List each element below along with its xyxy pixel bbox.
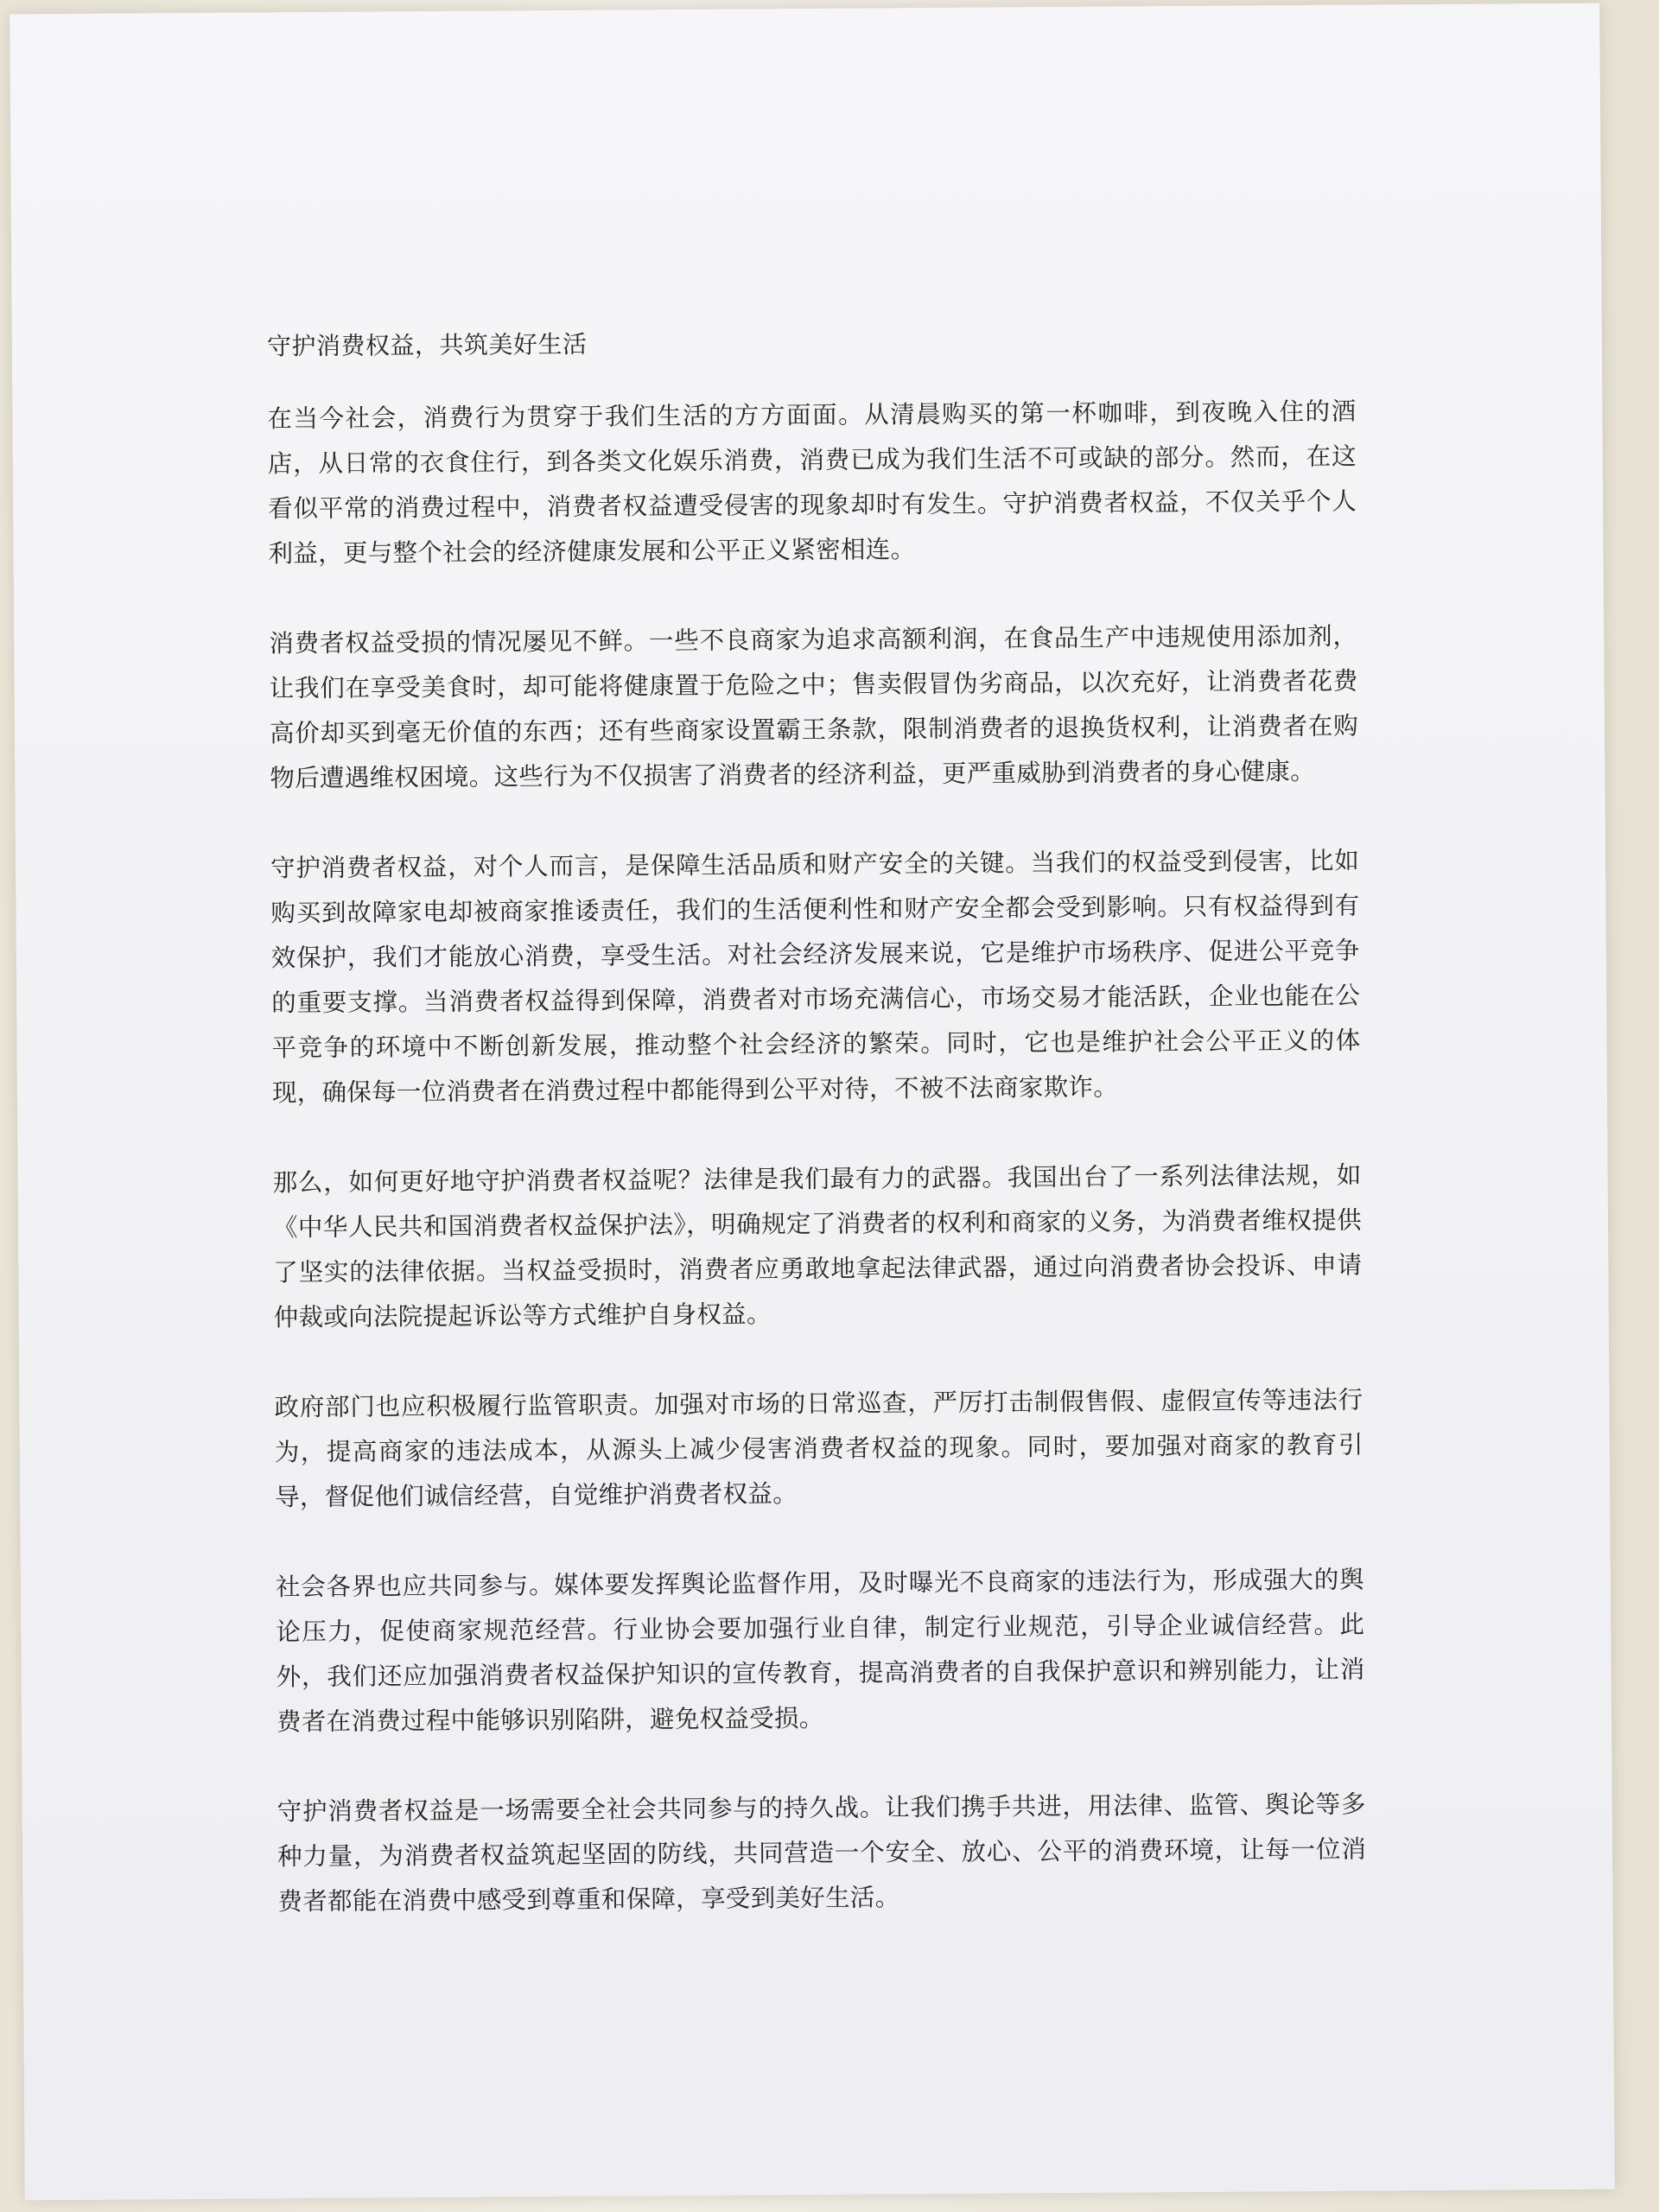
paragraph-5: 政府部门也应积极履行监管职责。加强对市场的日常巡查，严厉打击制假售假、虚假宣传等违法行为，提高商家的违法成本，从源头上减少侵害消费者权益的现象。同时，要加强对商家的教育引导，督促他们诚信经营，自觉维护消费者权益。 [274, 1385, 1363, 1512]
paragraph-1: 在当今社会，消费行为贯穿于我们生活的方方面面。从清晨购买的第一杯咖啡，到夜晚入住的酒店，从日常的衣食住行，到各类文化娱乐消费，消费已成为我们生活不可或缺的部分。然而，在这看似平常的消费过程中，消费者权益遭受侵害的现象却时有发生。守护消费者权益，不仅关乎个人利益，更与整个社会的经济健康发展和公平正义紧密相连。 [267, 397, 1357, 569]
paragraph-4: 那么，如何更好地守护消费者权益呢？法律是我们最有力的武器。我国出台了一系列法律法规，如《中华人民共和国消费者权益保护法》，明确规定了消费者的权利和商家的义务，为消费者维权提供了坚实的法律依据。当权益受损时，消费者应勇敢地拿起法律武器，通过向消费者协会投诉、申请仲裁或向法院提起诉讼等方式维护自身权益。 [272, 1160, 1363, 1332]
document-title: 守护消费权益，共筑美好生活 [266, 329, 588, 361]
paragraph-7: 守护消费者权益是一场需要全社会共同参与的持久战。让我们携手共进，用法律、监管、舆论等多种力量，为消费者权益筑起坚固的防线，共同营造一个安全、放心、公平的消费环境，让每一位消费者都能在消费中感受到尊重和保障，享受到美好生活。 [276, 1789, 1367, 1916]
document-body [267, 321, 1367, 1970]
paper-sheet [10, 3, 1615, 2201]
paragraph-6: 社会各界也应共同参与。媒体要发挥舆论监督作用，及时曝光不良商家的违法行为，形成强大的舆论压力，促使商家规范经营。行业协会要加强行业自律，制定行业规范，引导企业诚信经营。此外，我们还应加强消费者权益保护知识的宣传教育，提高消费者的自我保护意识和辨别能力，让消费者在消费过程中能够识别陷阱，避免权益受损。 [275, 1565, 1365, 1737]
paragraph-3: 守护消费者权益，对个人而言，是保障生活品质和财产安全的关键。当我们的权益受到侵害，比如购买到故障家电却被商家推诿责任，我们的生活便利性和财产安全都会受到影响。只有权益得到有效保护，我们才能放心消费，享受生活。对社会经济发展来说，它是维护市场秩序、促进公平竞争的重要支撑。当消费者权益得到保障，消费者对市场充满信心，市场交易才能活跃，企业也能在公平竞争的环境中不断创新发展，推动整个社会经济的繁荣。同时，它也是维护社会公平正义的体现，确保每一位消费者在消费过程中都能得到公平对待，不被不法商家欺诈。 [270, 846, 1361, 1108]
paragraph-2: 消费者权益受损的情况屡见不鲜。一些不良商家为追求高额利润，在食品生产中违规使用添加剂，让我们在享受美食时，却可能将健康置于危险之中；售卖假冒伪劣商品，以次充好，让消费者花费高价却买到毫无价值的东西；还有些商家设置霸王条款，限制消费者的退换货权利，让消费者在购物后遭遇维权困境。这些行为不仅损害了消费者的经济利益，更严重威胁到消费者的身心健康。 [269, 621, 1359, 793]
